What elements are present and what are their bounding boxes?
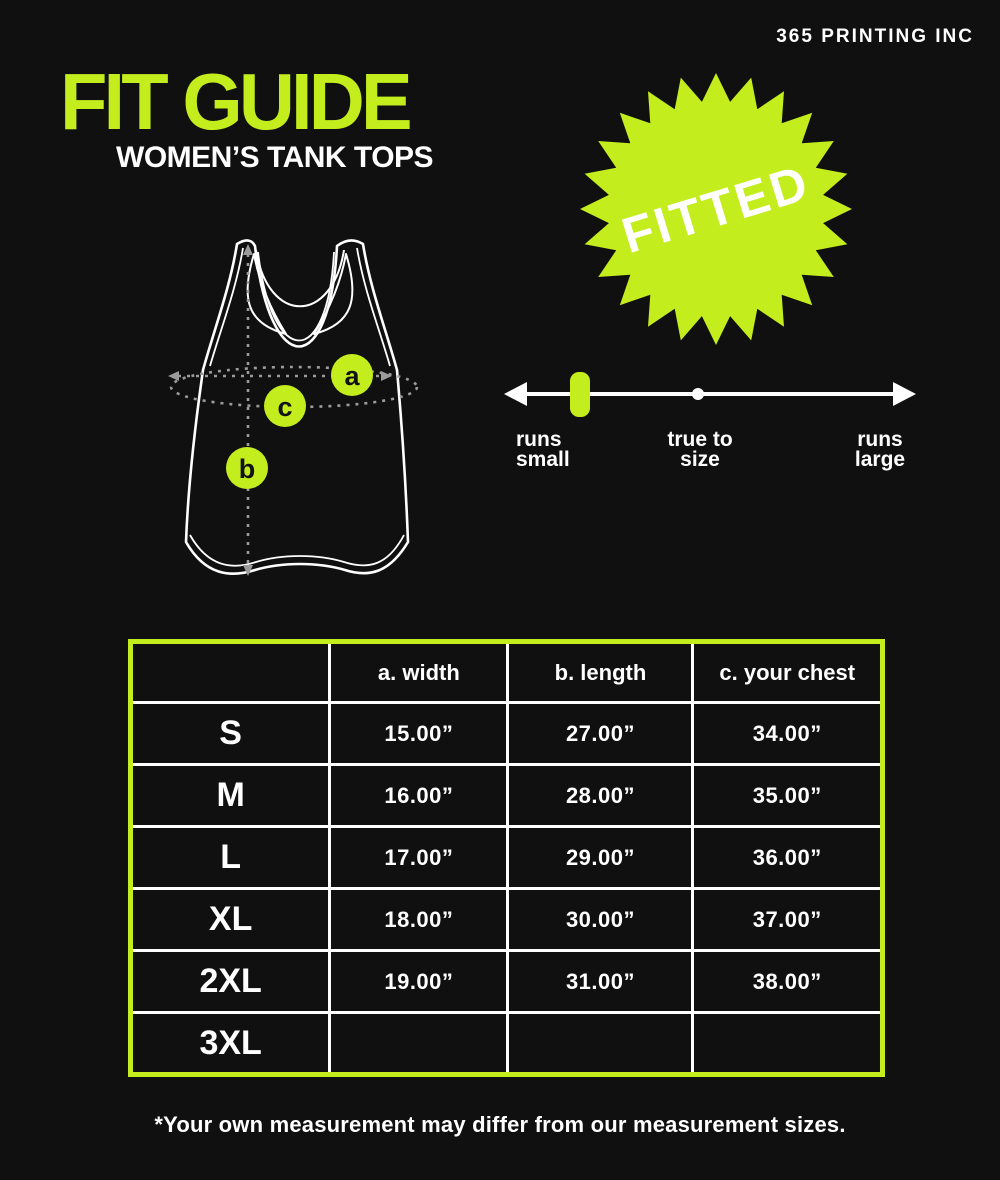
fit-scale-marker	[570, 372, 590, 417]
fit-scale-label-runs-small: runs small	[516, 428, 570, 471]
page-subtitle: WOMEN’S TANK TOPS	[116, 141, 434, 174]
width-value: 16.00”	[330, 765, 508, 827]
table-row-2xl	[131, 951, 883, 1013]
chest-value: 36.00”	[693, 827, 883, 889]
tank-inner-hem	[190, 535, 404, 566]
width-value: 15.00”	[330, 703, 508, 765]
col-header-size	[131, 642, 330, 703]
chest-value	[693, 1013, 883, 1075]
length-arrow-top	[243, 244, 253, 255]
length-value: 30.00”	[508, 889, 693, 951]
width-value: 18.00”	[330, 889, 508, 951]
width-value	[330, 1013, 508, 1075]
fit-scale-label-runs-large: runs large	[854, 428, 906, 471]
col-header-chest: c. your chest	[693, 642, 883, 703]
tank-inner-left-edge	[210, 248, 243, 366]
fitted-badge-label: FITTED	[615, 154, 817, 264]
table-row-s	[131, 703, 883, 765]
col-header-length: b. length	[508, 642, 693, 703]
fit-scale-arrow-left	[504, 382, 527, 406]
marker-b-letter: b	[238, 454, 256, 484]
table-row-l	[131, 827, 883, 889]
size-label: L	[131, 827, 330, 889]
chest-value: 38.00”	[693, 951, 883, 1013]
size-label: M	[131, 765, 330, 827]
length-value: 29.00”	[508, 827, 693, 889]
marker-a	[331, 354, 373, 396]
marker-c	[264, 385, 306, 427]
marker-a-letter: a	[344, 361, 360, 391]
size-label: S	[131, 703, 330, 765]
chest-value: 34.00”	[693, 703, 883, 765]
size-label: XL	[131, 889, 330, 951]
fit-scale-label-true-to-size: true to size	[667, 428, 733, 471]
chest-value: 35.00”	[693, 765, 883, 827]
tank-top-diagram	[150, 230, 460, 600]
footnote: *Your own measurement may differ from our measurement sizes.	[154, 1112, 846, 1137]
table-row-xl	[131, 889, 883, 951]
length-value: 27.00”	[508, 703, 693, 765]
page-title: FIT GUIDE	[60, 57, 409, 146]
fit-scale	[500, 368, 920, 424]
fit-scale-center-dot	[692, 388, 704, 400]
table-row-3xl	[131, 1013, 883, 1075]
fit-scale-labels	[500, 430, 920, 494]
width-arrow-right	[381, 371, 392, 381]
size-label: 3XL	[131, 1013, 330, 1075]
fit-scale-arrow-right	[893, 382, 916, 406]
fitted-badge	[576, 69, 856, 349]
table-header-row	[131, 642, 883, 703]
tank-inner-right-edge	[357, 248, 390, 366]
length-value: 28.00”	[508, 765, 693, 827]
table-row-m	[131, 765, 883, 827]
length-value: 31.00”	[508, 951, 693, 1013]
col-header-width: a. width	[330, 642, 508, 703]
marker-b	[226, 447, 268, 489]
width-value: 17.00”	[330, 827, 508, 889]
brand-name: 365 PRINTING INC	[776, 26, 974, 47]
size-label: 2XL	[131, 951, 330, 1013]
width-value: 19.00”	[330, 951, 508, 1013]
width-arrow-left	[168, 371, 179, 381]
chest-value: 37.00”	[693, 889, 883, 951]
size-chart-table	[128, 639, 885, 1077]
length-value	[508, 1013, 693, 1075]
marker-c-letter: c	[277, 392, 293, 422]
